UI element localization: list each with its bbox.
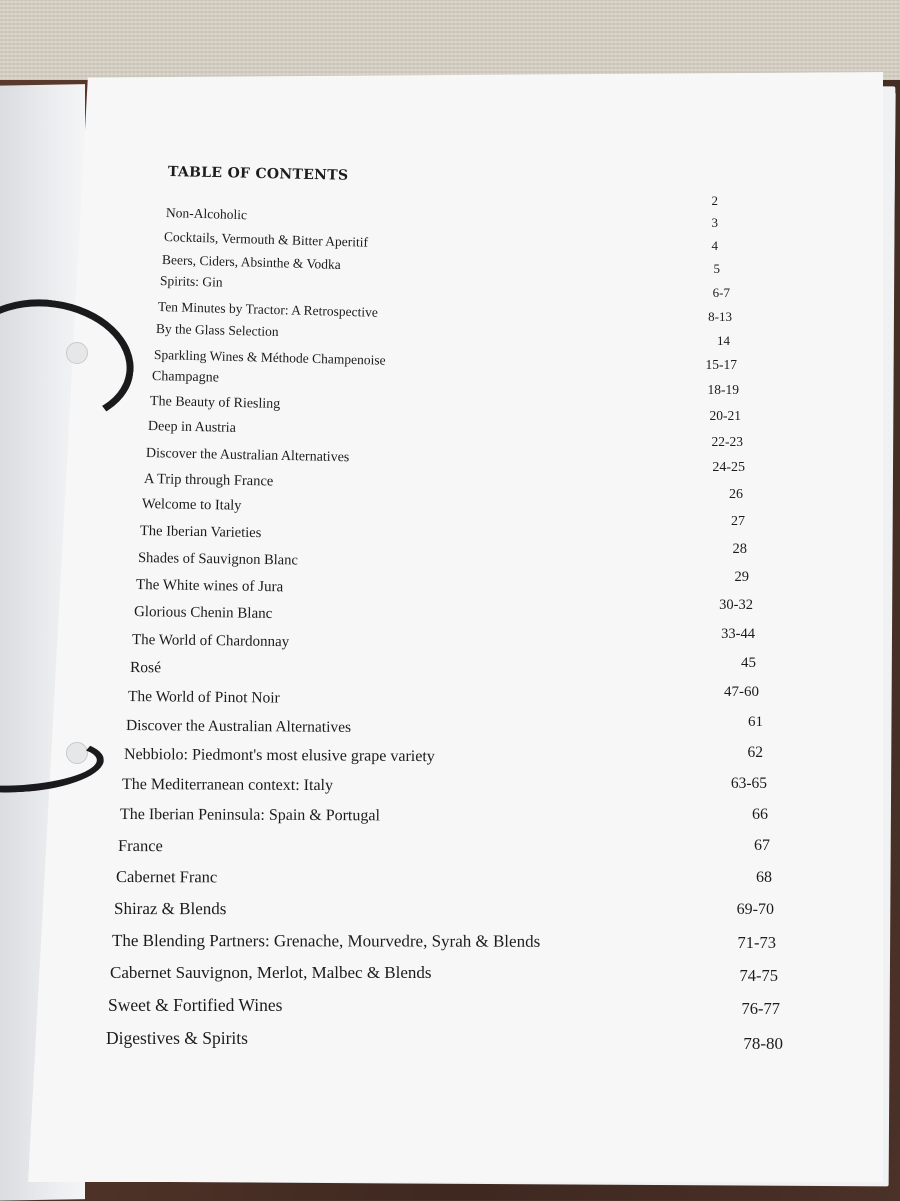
toc-entry-title: Welcome to Italy <box>141 496 242 514</box>
toc-entry-title: Ten Minutes by Tractor: A Retrospective <box>157 299 379 320</box>
toc-entry-title: Shades of Sauvignon Blanc <box>137 550 299 569</box>
toc-entry-title: Discover the Australian Alternatives <box>125 717 352 736</box>
toc-heading: TABLE OF CONTENTS <box>167 164 349 184</box>
toc-entry-title: Beers, Ciders, Absinthe & Vodka <box>161 252 341 272</box>
toc-entry-title: Nebbiolo: Piedmont's most elusive grape variety <box>123 746 435 766</box>
toc-entry-pages: 22-23 <box>711 434 743 449</box>
toc-entry-title: Non-Alcoholic <box>165 205 248 223</box>
toc-entry-pages: 14 <box>717 333 730 348</box>
toc-entry-pages: 78-80 <box>743 1034 783 1053</box>
toc-entry-title: Champagne <box>151 369 220 386</box>
toc-entry-title: Digestives & Spirits <box>106 1028 248 1048</box>
toc-entry-pages: 69-70 <box>736 901 774 918</box>
toc-entry-pages: 74-75 <box>739 966 778 985</box>
toc-entry-title: Glorious Chenin Blanc <box>133 604 273 622</box>
toc-entry-title: Discover the Australian Alternatives <box>145 446 350 466</box>
toc-entry-title: The White wines of Jura <box>135 577 284 596</box>
toc-entry-pages: 3 <box>711 215 718 230</box>
toc-entry-pages: 76-77 <box>741 999 780 1018</box>
toc-entry-pages: 68 <box>756 869 772 886</box>
toc-entry-title: Deep in Austria <box>147 419 237 436</box>
toc-entry-title: By the Glass Selection <box>155 321 279 339</box>
toc-entry-pages: 47-60 <box>724 684 759 700</box>
toc-entry-title: Rosé <box>129 659 162 677</box>
toc-entry-title: Spirits: Gin <box>159 273 223 290</box>
toc-entry-title: The World of Pinot Noir <box>127 688 280 707</box>
toc-entry-pages: 63-65 <box>730 775 767 792</box>
toc-entry-pages: 30-32 <box>719 597 753 613</box>
toc-entry-pages: 27 <box>731 514 745 529</box>
toc-entry-title: A Trip through France <box>143 471 274 490</box>
toc-entry-pages: 61 <box>748 714 763 730</box>
toc-entry-title: The Mediterranean context: Italy <box>121 776 334 795</box>
toc-entry-pages: 28 <box>732 541 747 557</box>
toc-entry-pages: 67 <box>754 837 770 854</box>
toc-entry-title: Sweet & Fortified Wines <box>108 995 283 1015</box>
toc-entry-pages: 5 <box>713 261 720 276</box>
toc-entry-pages: 20-21 <box>709 408 741 423</box>
toc-entry-pages: 62 <box>747 744 763 761</box>
toc-entry-title: Cocktails, Vermouth & Bitter Aperitif <box>163 229 369 250</box>
toc-entry-pages: 29 <box>734 569 749 585</box>
toc-entry-pages: 2 <box>711 193 718 208</box>
toc-entry-pages: 24-25 <box>712 460 745 475</box>
toc-entry-pages: 45 <box>741 655 756 671</box>
toc-entry-pages: 18-19 <box>707 382 739 397</box>
toc-entry-title: Cabernet Franc <box>115 867 218 887</box>
toc-entry-title: France <box>117 836 163 856</box>
toc-entry-title: The Beauty of Riesling <box>149 394 281 412</box>
toc-entry-title: The Iberian Varieties <box>139 523 262 542</box>
toc-entry-title: Shiraz & Blends <box>113 899 227 919</box>
toc-entry-pages: 71-73 <box>737 933 776 952</box>
toc-entry-title: The World of Chardonnay <box>131 632 290 651</box>
toc-entry-pages: 66 <box>752 806 768 823</box>
toc-entry-pages: 26 <box>729 487 743 502</box>
toc-entry-pages: 8-13 <box>708 309 732 324</box>
toc-entry-pages: 4 <box>711 238 718 253</box>
toc-entry-title: Cabernet Sauvignon, Merlot, Malbec & Blends <box>110 963 432 982</box>
toc-entry-title: The Iberian Peninsula: Spain & Portugal <box>119 806 380 825</box>
toc-entry-title: The Blending Partners: Grenache, Mourvedre, Syrah & Blends <box>111 931 541 951</box>
toc-entry-pages: 15-17 <box>705 357 737 372</box>
toc-entry-pages: 6-7 <box>712 285 730 300</box>
toc-entry-pages: 33-44 <box>721 626 755 642</box>
toc-entry-title: Sparkling Wines & Méthode Champenoise <box>153 347 386 368</box>
